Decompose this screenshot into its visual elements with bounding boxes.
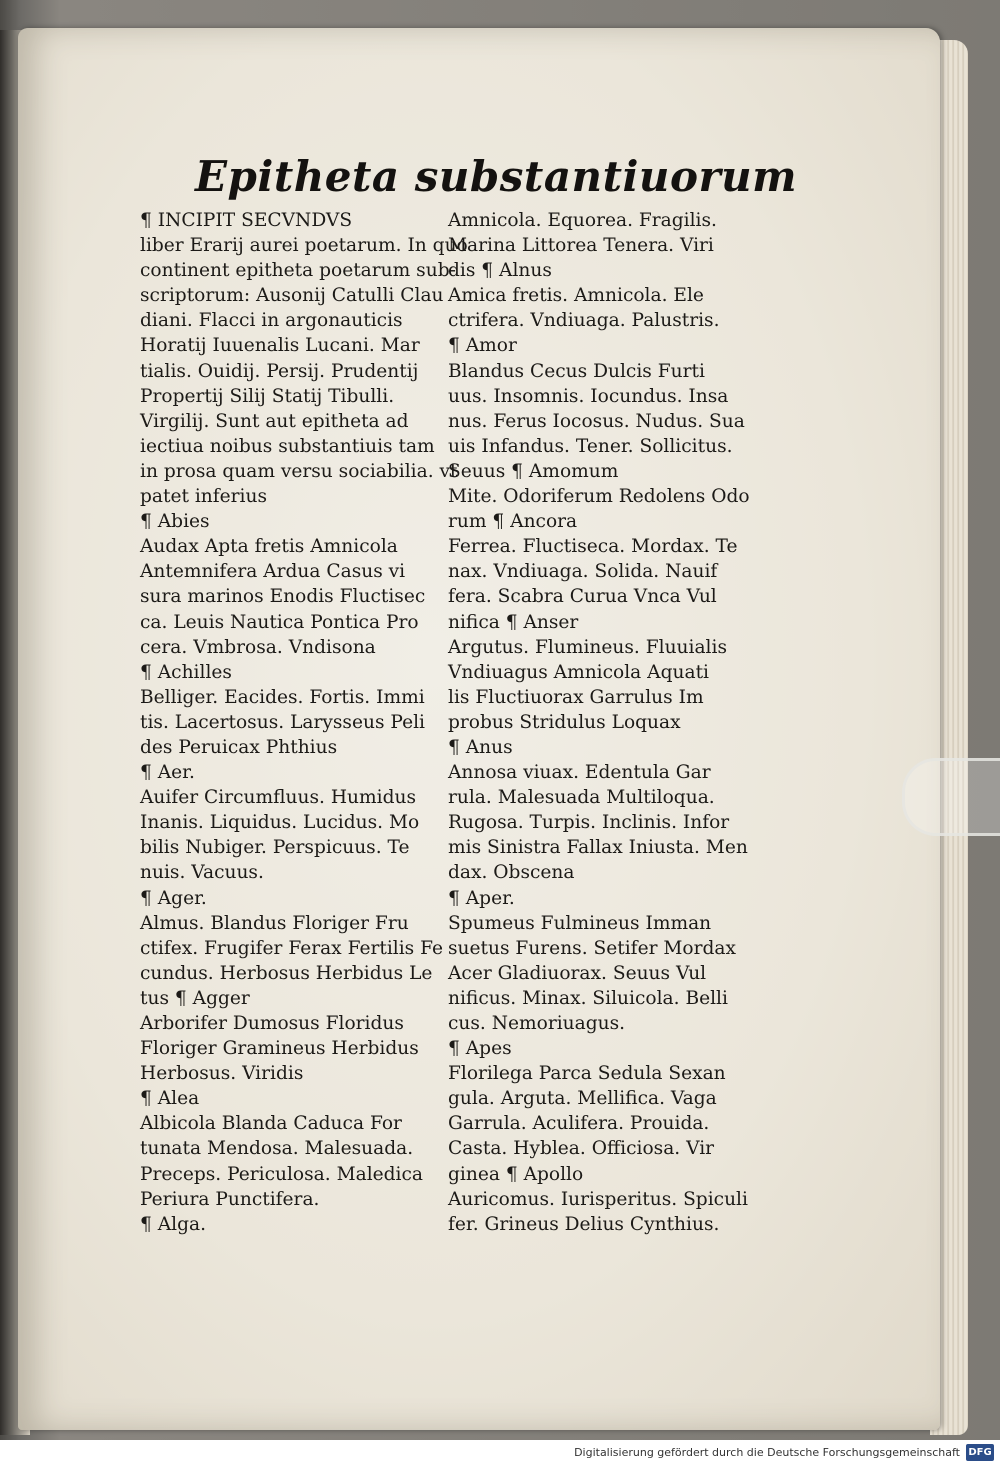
text-line: nifica ¶ Anser: [448, 611, 579, 633]
text-line: Inanis. Liquidus. Lucidus. Mo: [140, 812, 420, 834]
text-line: ¶ Alga.: [140, 1213, 207, 1235]
funding-credit: Digitalisierung gefördert durch die Deutsche Forschungsgemeinschaft: [574, 1446, 960, 1459]
text-line: ctrifera. Vndiuaga. Palustris.: [448, 310, 720, 332]
text-line: rum ¶ Ancora: [448, 511, 578, 533]
text-line: Floriger Gramineus Herbidus: [140, 1038, 419, 1060]
text-line: iectiua noibus substantiuis tam: [140, 435, 435, 457]
text-line: Preceps. Periculosa. Maledica: [140, 1163, 424, 1185]
text-line: ctifex. Frugifer Ferax Fertilis Fe: [140, 937, 444, 959]
text-line: nificus. Minax. Siluicola. Belli: [448, 987, 728, 1009]
text-line: ginea ¶ Apollo: [448, 1163, 584, 1185]
text-line: tunata Mendosa. Malesuada.: [140, 1138, 414, 1160]
text-line: Florilega Parca Sedula Sexan: [448, 1063, 726, 1085]
text-line: nus. Ferus Iocosus. Nudus. Sua: [448, 410, 745, 432]
text-line: Horatij Iuuenalis Lucani. Mar: [140, 335, 420, 357]
text-line: fer. Grineus Delius Cynthius.: [448, 1213, 720, 1235]
text-line: Antemnifera Ardua Casus vi: [140, 561, 406, 583]
text-line: suetus Furens. Setifer Mordax: [448, 937, 736, 959]
text-line: Belliger. Eacides. Fortis. Immi: [140, 686, 425, 708]
text-line: ¶ Alea: [140, 1088, 200, 1110]
text-line: dis ¶ Alnus: [448, 260, 552, 282]
text-line: lis Fluctiuorax Garrulus Im: [448, 686, 704, 708]
text-line: Garrula. Aculifera. Prouida.: [448, 1113, 710, 1135]
text-line: Propertij Silij Statij Tibulli.: [140, 385, 395, 407]
text-line: ¶ Anus: [448, 736, 513, 758]
text-line: dax. Obscena: [448, 862, 575, 884]
text-line: Auifer Circumfluus. Humidus: [140, 787, 417, 809]
text-line: Auricomus. Iurisperitus. Spiculi: [448, 1188, 748, 1210]
text-line: rula. Malesuada Multiloqua.: [448, 787, 715, 809]
text-line: mis Sinistra Fallax Iniusta. Men: [448, 837, 748, 859]
text-line: Vndiuagus Amnicola Aquati: [448, 661, 709, 683]
text-line: Seuus ¶ Amomum: [448, 460, 619, 482]
text-line: scriptorum: Ausonij Catulli Clau: [140, 285, 444, 307]
right-text-column: [448, 208, 748, 1237]
text-line: Amnicola. Equorea. Fragilis.: [448, 210, 717, 231]
text-line: tus ¶ Agger: [140, 987, 250, 1009]
text-line: Mite. Odoriferum Redolens Odo: [448, 486, 750, 508]
text-line: Acer Gladiuorax. Seuus Vul: [448, 962, 707, 984]
text-line: Annosa viuax. Edentula Gar: [448, 762, 711, 784]
text-line: uis Infandus. Tener. Sollicitus.: [448, 435, 733, 457]
text-line: Marina Littorea Tenera. Viri: [448, 235, 714, 257]
text-line: Casta. Hyblea. Officiosa. Vir: [448, 1138, 715, 1160]
text-line: ¶ Aer.: [140, 762, 195, 784]
text-line: tis. Lacertosus. Larysseus Peli: [140, 711, 425, 733]
text-line: nuis. Vacuus.: [140, 862, 264, 884]
text-line: fera. Scabra Curua Vnca Vul: [448, 586, 717, 608]
text-line: cera. Vmbrosa. Vndisona: [140, 636, 376, 658]
text-line: Argutus. Flumineus. Fluuialis: [448, 636, 727, 658]
text-line: probus Stridulus Loquax: [448, 711, 681, 733]
text-line: ¶ Abies: [140, 511, 210, 533]
text-line: cus. Nemoriuagus.: [448, 1013, 626, 1034]
text-line: tialis. Ouidij. Persij. Prudentij: [140, 360, 419, 382]
left-text-column: [140, 208, 468, 1237]
page-clip: [902, 758, 1000, 836]
text-line: ¶ Achilles: [140, 661, 232, 683]
text-line: nax. Vndiuaga. Solida. Nauif: [448, 561, 718, 583]
text-line: liber Erarij aurei poetarum. In quo: [140, 235, 468, 257]
text-line: Blandus Cecus Dulcis Furti: [448, 360, 705, 382]
text-line: sura marinos Enodis Fluctisec: [140, 586, 426, 608]
text-line: ¶ Ager.: [140, 887, 207, 909]
text-line: ¶ INCIPIT SECVNDVS: [140, 210, 353, 231]
text-line: uus. Insomnis. Iocundus. Insa: [448, 385, 729, 407]
text-line: Spumeus Fulmineus Imman: [448, 912, 712, 934]
text-line: Rugosa. Turpis. Inclinis. Infor: [448, 812, 730, 834]
text-line: Virgilij. Sunt aut epitheta ad: [140, 410, 409, 432]
text-line: Audax Apta fretis Amnicola: [140, 536, 398, 558]
text-line: Amica fretis. Amnicola. Ele: [448, 285, 704, 307]
page-heading: Epitheta substantiuorum: [195, 152, 798, 201]
text-line: continent epitheta poetarum sub-: [140, 260, 456, 282]
text-line: Albicola Blanda Caduca For: [140, 1113, 402, 1135]
text-line: ca. Leuis Nautica Pontica Pro: [140, 611, 419, 633]
text-line: patet inferius: [140, 486, 268, 508]
text-line: Periura Punctifera.: [140, 1188, 320, 1210]
text-line: ¶ Amor: [448, 335, 517, 357]
text-line: Ferrea. Fluctiseca. Mordax. Te: [448, 536, 738, 558]
text-line: ¶ Apes: [448, 1038, 512, 1060]
footer-bar: [0, 1440, 1000, 1466]
text-line: gula. Arguta. Mellifica. Vaga: [448, 1088, 717, 1110]
text-line: bilis Nubiger. Perspicuus. Te: [140, 837, 410, 859]
text-line: ¶ Aper.: [448, 887, 515, 909]
text-line: Herbosus. Viridis: [140, 1063, 304, 1085]
text-line: cundus. Herbosus Herbidus Le: [140, 962, 433, 984]
text-line: Almus. Blandus Floriger Fru: [140, 912, 409, 934]
text-line: Arborifer Dumosus Floridus: [140, 1013, 404, 1034]
text-line: des Peruicax Phthius: [140, 736, 338, 758]
text-line: in prosa quam versu sociabilia. vt: [140, 460, 458, 482]
dfg-logo: DFG: [966, 1444, 994, 1461]
text-line: diani. Flacci in argonauticis: [140, 310, 403, 332]
